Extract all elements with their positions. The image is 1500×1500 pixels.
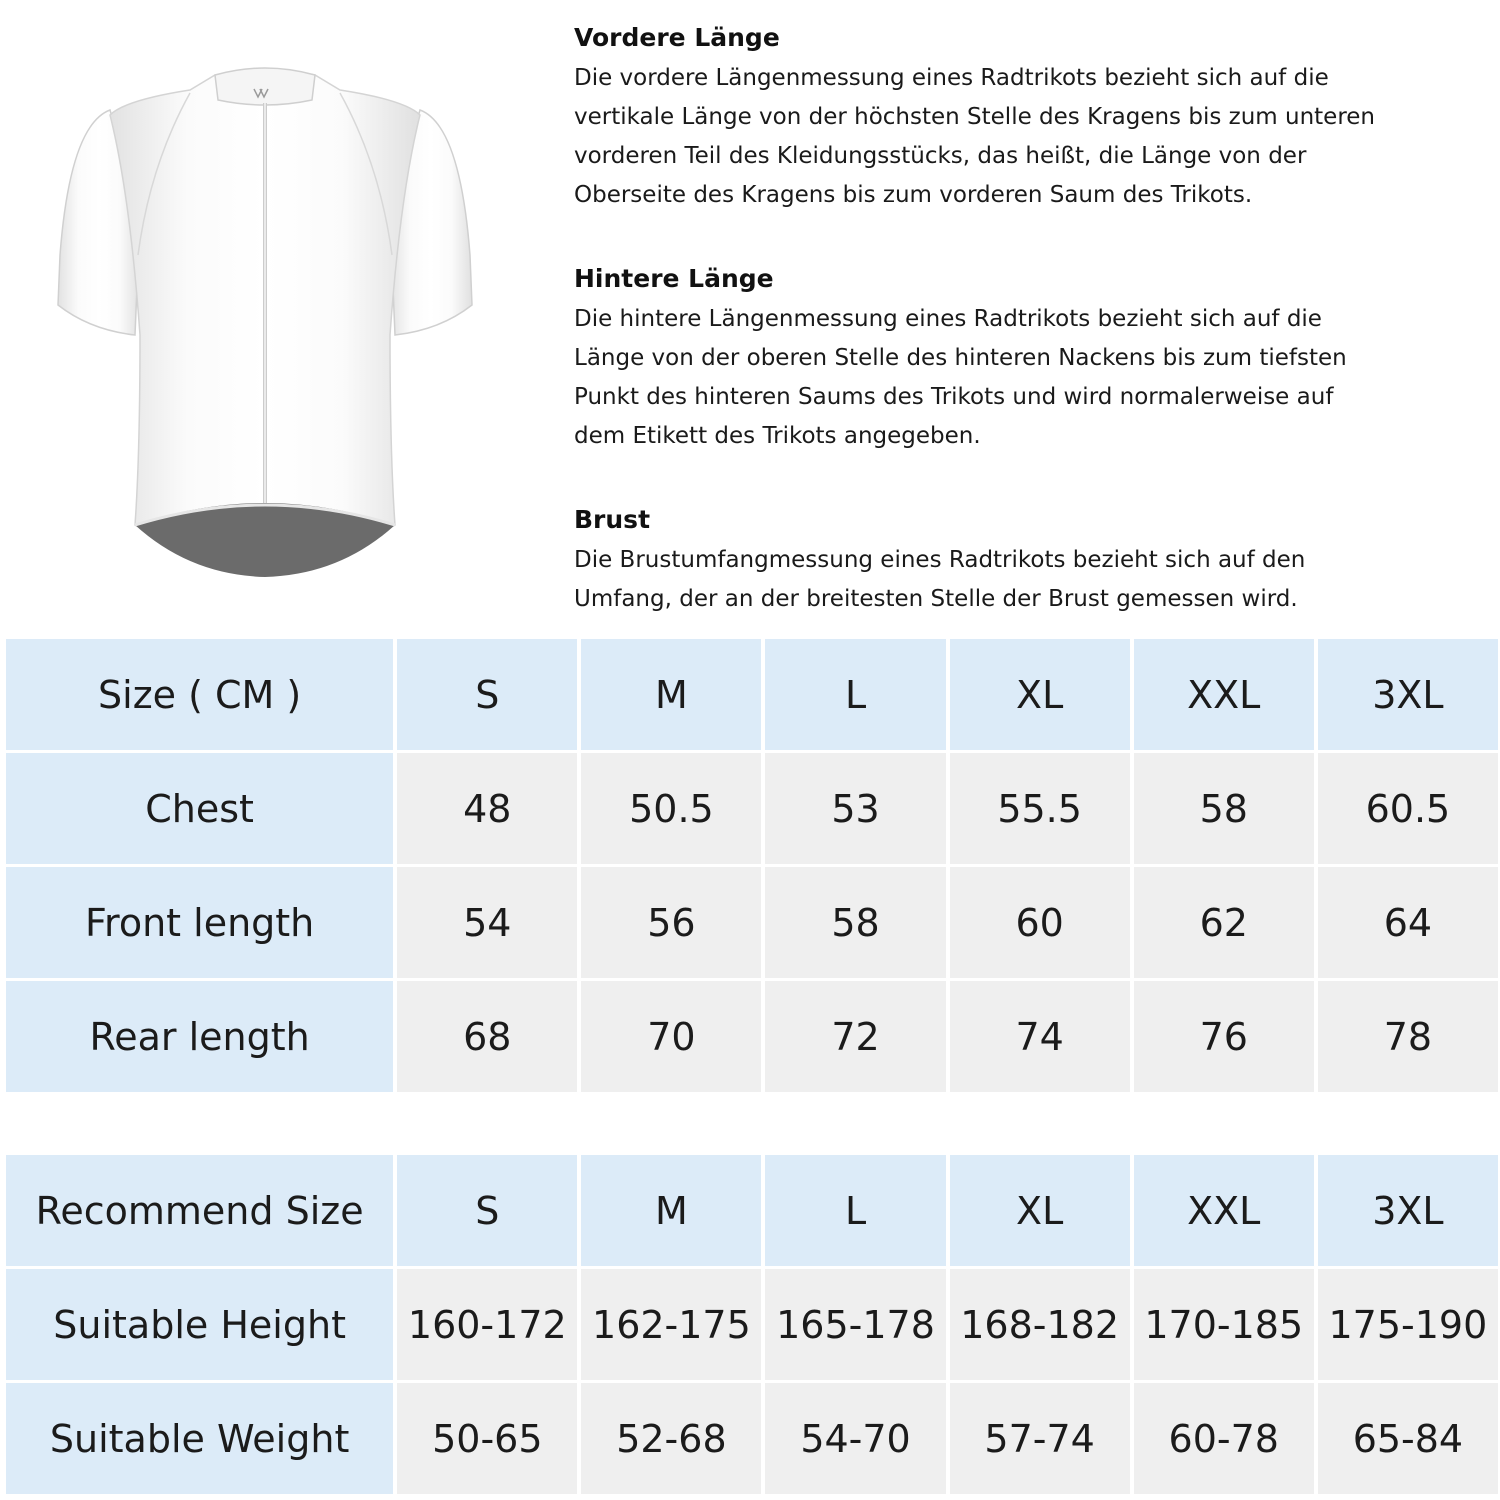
table-cell: 160-172 [397,1269,577,1380]
table-cell: 70 [581,981,761,1092]
table-cell: M [581,1155,761,1266]
table-cell: 168-182 [950,1269,1130,1380]
table-row [6,981,1498,1092]
table-row [6,1269,1498,1380]
description-title: Brust [574,505,651,534]
table-cell: Front length [6,867,393,978]
table-cell: 76 [1134,981,1314,1092]
table-cell: XL [950,1155,1130,1266]
table-cell: 57-74 [950,1383,1130,1494]
table-cell: 74 [950,981,1130,1092]
table-cell: Suitable Weight [6,1383,393,1494]
table-cell: XL [950,639,1130,750]
table-cell: 53 [765,753,945,864]
table-cell: 72 [765,981,945,1092]
table-cell: 65-84 [1318,1383,1498,1494]
recommend-size-table [2,1152,1500,1497]
size-table [2,636,1500,1095]
description-title: Vordere Länge [574,23,780,52]
table-cell: S [397,639,577,750]
table-cell: 48 [397,753,577,864]
table-cell: S [397,1155,577,1266]
table-cell: 52-68 [581,1383,761,1494]
table-cell: 68 [397,981,577,1092]
table-cell: 60.5 [1318,753,1498,864]
description-title: Hintere Länge [574,264,774,293]
table-cell: 58 [1134,753,1314,864]
description-text: Die vordere Längenmessung eines Radtrikots bezieht sich auf die vertikale Länge von der höchsten Stelle des Kragens bis zum unteren vorderen Teil des Kleidungsstücks, das heißt, die Länge von der Oberseite des Kragens bis zum vorderen Saum des Trikots. [574,65,1375,208]
table-cell: 50-65 [397,1383,577,1494]
table-cell: 56 [581,867,761,978]
table-cell: Rear length [6,981,393,1092]
description-front-length [574,20,1479,215]
table-cell: 175-190 [1318,1269,1498,1380]
table-cell: L [765,1155,945,1266]
table-row [6,1383,1498,1494]
table-cell: M [581,639,761,750]
table-header-row [6,1155,1498,1266]
table-header-row [6,639,1498,750]
table-cell: 3XL [1318,1155,1498,1266]
table-cell: L [765,639,945,750]
table-cell: 54 [397,867,577,978]
table-cell: 62 [1134,867,1314,978]
table-cell: 55.5 [950,753,1130,864]
table-cell: Recommend Size [6,1155,393,1266]
description-text: Die Brustumfangmessung eines Radtrikots bezieht sich auf den Umfang, der an der breitesten Stelle der Brust gemessen wird. [574,547,1306,612]
table-cell: 3XL [1318,639,1498,750]
table-row [6,753,1498,864]
table-cell: 50.5 [581,753,761,864]
table-cell: 54-70 [765,1383,945,1494]
description-text: Die hintere Längenmessung eines Radtrikots bezieht sich auf die Länge von der oberen Stelle des hinteren Nackens bis zum tiefsten Punkt des hinteren Saums des Trikots und wird normalerweise auf dem Etikett des Trikots angegeben. [574,306,1347,449]
cycling-jersey-icon [40,55,490,585]
description-rear-length [574,261,1479,456]
table-cell: Suitable Height [6,1269,393,1380]
table-cell: Chest [6,753,393,864]
table-cell: Size ( CM ) [6,639,393,750]
description-chest [574,502,1479,619]
table-cell: 60 [950,867,1130,978]
table-cell: XXL [1134,639,1314,750]
table-cell: 170-185 [1134,1269,1314,1380]
table-cell: 162-175 [581,1269,761,1380]
table-cell: 165-178 [765,1269,945,1380]
table-cell: XXL [1134,1155,1314,1266]
table-cell: 78 [1318,981,1498,1092]
table-cell: 60-78 [1134,1383,1314,1494]
table-cell: 64 [1318,867,1498,978]
table-cell: 58 [765,867,945,978]
table-row [6,867,1498,978]
